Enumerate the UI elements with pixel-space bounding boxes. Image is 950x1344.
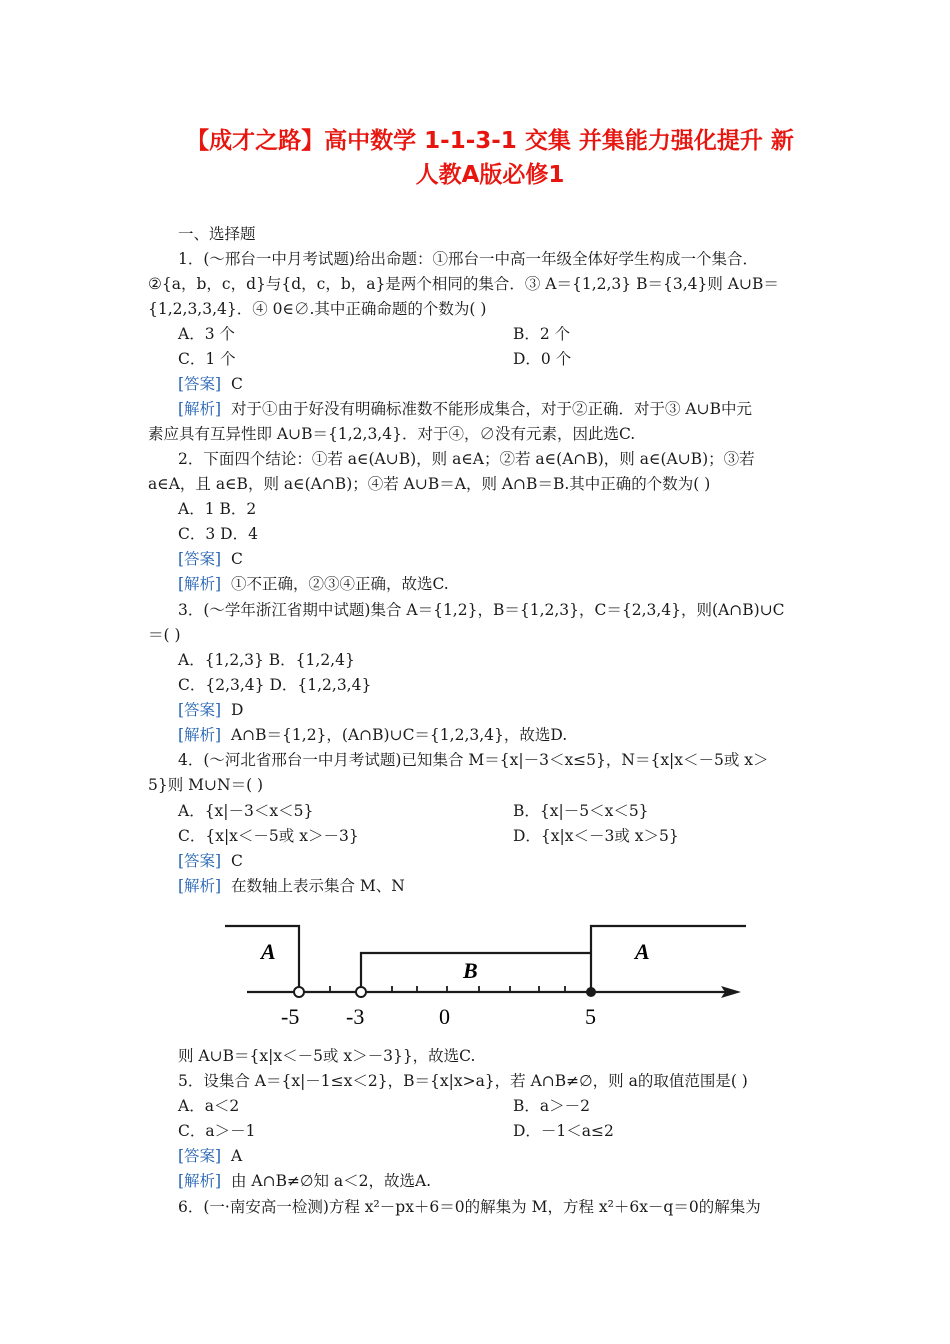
option-c: C．{x|x＜－5或 x＞－3} [178,827,359,845]
analysis-text: 对于①由于好没有明确标准数不能形成集合，对于②正确．对于③ A∪B中元 [230,400,752,418]
answer-tag: [答案] [178,852,222,870]
answer-tag: [答案] [178,375,222,393]
question-text: 5}则 M∪N＝( ) [148,776,264,794]
question-text: 4．(～河北省邢台一中月考试题)已知集合 M＝{x|－3＜x≤5}，N＝{x|x＜－5或 x＞ [178,751,769,769]
answer-line [178,1146,242,1166]
question-text: 5．设集合 A＝{x|－1≤x＜2}，B＝{x|x>a}，若 A∩B≠∅，则 a的取值范围是( ) [178,1072,748,1090]
option-b: B．a＞－2 [513,1097,590,1115]
question-text: ②{a，b，c，d}与{d，c，b，a}是两个相同的集合．③ A＝{1,2,3} B＝{3,4}则 A∪B＝ [148,275,779,293]
conclusion-text: 则 A∪B＝{x|x＜－5或 x＞－3}}，故选C. [178,1047,476,1065]
set-a-right-bracket [591,926,746,992]
option-b: B．2 个 [513,325,571,343]
answer-line [178,700,243,720]
option-d: D．0 个 [513,350,572,368]
option-d: D．－1＜a≤2 [513,1122,614,1140]
label-a-right: A [635,939,650,964]
answer-line [178,851,243,871]
analysis-tag: [解析] [178,400,222,418]
analysis-text: A∩B＝{1,2}，(A∩B)∪C＝{1,2,3,4}，故选D. [230,726,568,744]
open-point-minus-5 [294,987,304,997]
open-point-minus-3 [356,987,366,997]
answer-tag: [答案] [178,1147,222,1165]
analysis-tag: [解析] [178,1172,222,1190]
question-text: 3．(～学年浙江省期中试题)集合 A＝{1,2}，B＝{1,2,3}，C＝{2,3,4}，则(A∩B)∪C [178,601,785,619]
option-a: A．{x|－3＜x＜5} [178,802,314,820]
analysis-text: ①不正确，②③④正确，故选C. [230,575,449,593]
analysis-tag: [解析] [178,726,222,744]
question-text: a∈A，且 a∈B，则 a∈(A∩B)；④若 A∪B＝A，则 A∩B＝B.其中正确的个数为( ) [148,475,711,493]
options-cd: C．{2,3,4} D．{1,2,3,4} [178,676,372,694]
option-a: A．3 个 [178,325,235,343]
options-ab: A．{1,2,3} B．{1,2,4} [178,651,355,669]
title-line-2: 人教A版必修1 [415,162,565,188]
label-b: B [463,958,478,983]
analysis-tag: [解析] [178,575,222,593]
section-heading: 一、选择题 [178,225,256,243]
label-a-left: A [261,939,276,964]
answer-tag: [答案] [178,550,222,568]
options-ab: A．1 B．2 [178,500,257,518]
answer-value: C [230,550,243,568]
analysis-line [178,399,752,419]
tick-label-minus-5: -5 [281,1004,300,1029]
analysis-line [178,1171,431,1191]
option-a: A．a＜2 [178,1097,240,1115]
analysis-text: 由 A∩B≠∅知 a＜2，故选A. [230,1172,432,1190]
question-text: 2．下面四个结论：①若 a∈(A∪B)，则 a∈A；②若 a∈(A∩B)，则 a∈(A∪B)；③若 [178,450,755,468]
analysis-line [178,574,449,594]
tick-label-5: 5 [585,1004,596,1029]
options-cd: C．3 D．4 [178,525,258,543]
tick-label-0: 0 [439,1004,450,1029]
answer-value: D [230,701,244,719]
option-b: B．{x|－5＜x＜5} [513,802,649,820]
question-text: 1．(～邢台一中月考试题)给出命题：①邢台一中高一年级全体好学生构成一个集合． [178,250,758,268]
question-text: {1,2,3,3,4}．④ 0∈∅.其中正确命题的个数为( ) [148,300,487,318]
question-text: ＝( ) [148,626,181,644]
analysis-line [178,725,567,745]
answer-value: C [230,852,243,870]
option-d: D．{x|x＜－3或 x＞5} [513,827,679,845]
answer-value: A [230,1147,243,1165]
analysis-tag: [解析] [178,877,222,895]
tick-label-minus-3: -3 [346,1004,365,1029]
analysis-text: 素应具有互异性即 A∪B＝{1,2,3,4}．对于④，∅没有元素，因此选C. [148,425,636,443]
title-line-1: 【成才之路】高中数学 1-1-3-1 交集 并集能力强化提升 新 [186,128,794,154]
answer-tag: [答案] [178,701,222,719]
answer-line [178,549,243,569]
analysis-text: 在数轴上表示集合 M、N [230,877,405,895]
option-c: C．1 个 [178,350,236,368]
option-c: C．a＞－1 [178,1122,256,1140]
analysis-line [178,876,405,896]
closed-point-5 [586,987,596,997]
number-line-figure [225,916,755,1032]
answer-line [178,374,243,394]
answer-value: C [230,375,243,393]
question-text: 6．(一·南安高一检测)方程 x²－px＋6＝0的解集为 M，方程 x²＋6x－q＝0的解集为 [178,1198,761,1216]
